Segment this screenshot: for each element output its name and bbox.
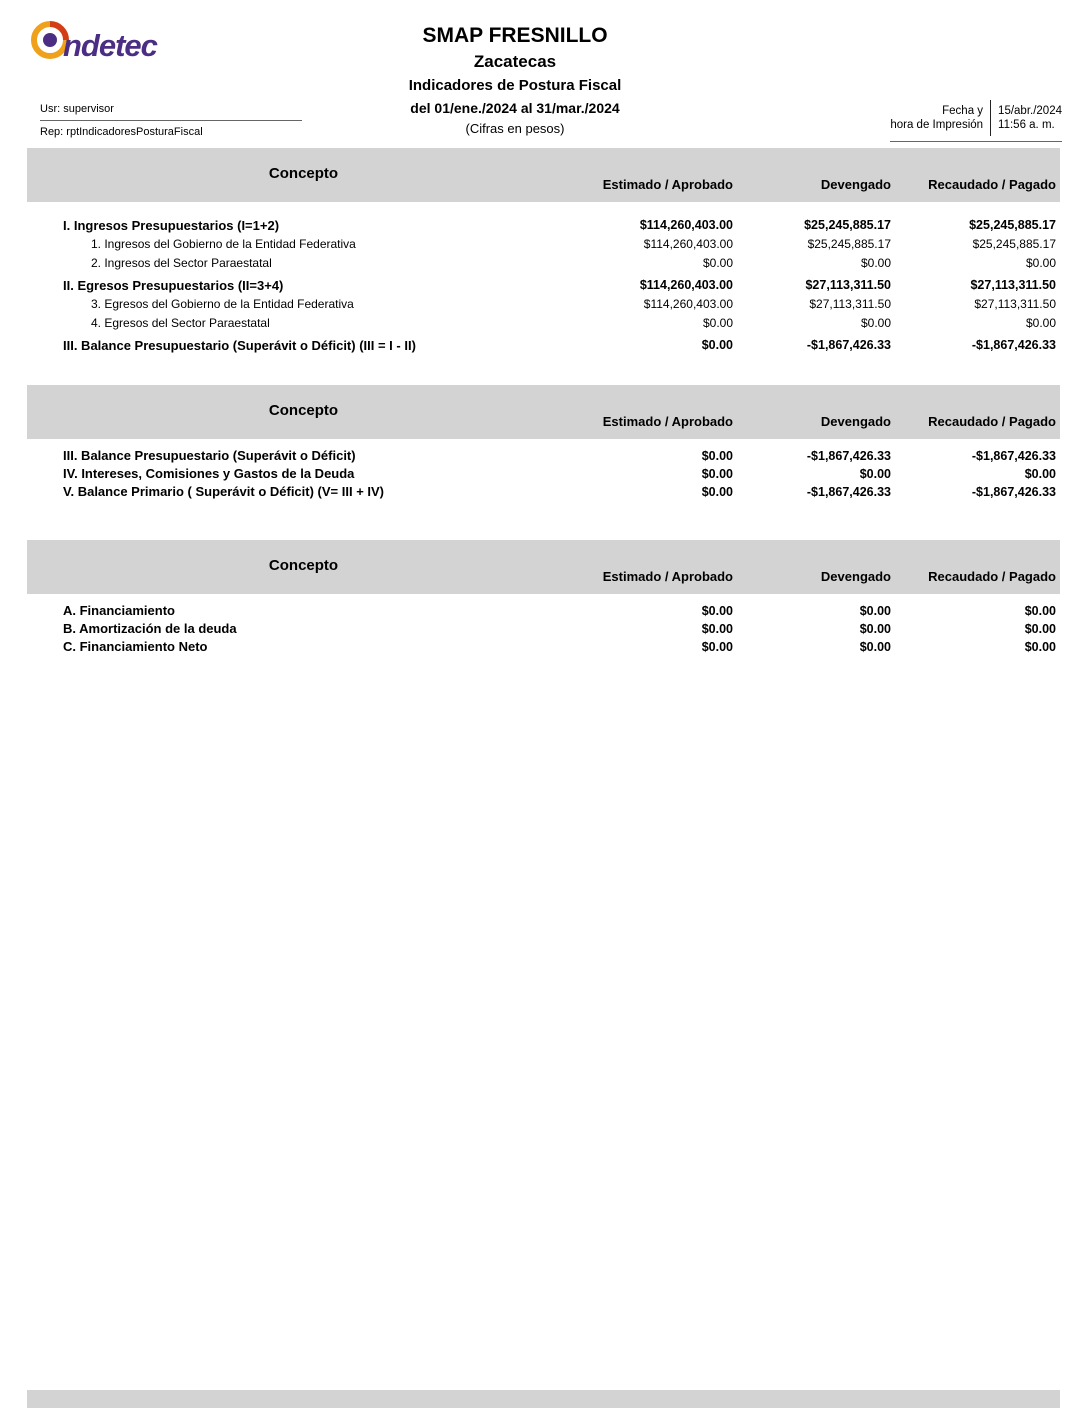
row-recaudado: $0.00	[1024, 604, 1056, 618]
col-estimado: Estimado / Aprobado	[602, 177, 733, 192]
section-balance-primario	[27, 385, 1060, 501]
row-recaudado: $25,245,885.17	[972, 237, 1056, 251]
row-recaudado: -$1,867,426.33	[971, 485, 1056, 499]
user-label: Usr: supervisor	[40, 103, 302, 121]
row-devengado: $0.00	[859, 640, 891, 654]
row-recaudado: $27,113,311.50	[970, 278, 1056, 292]
report-title: Indicadores de Postura Fiscal	[408, 77, 622, 94]
col-concepto: Concepto	[268, 401, 339, 419]
row-estimado: $0.00	[701, 622, 733, 636]
row-label: IV. Intereses, Comisiones y Gastos de la Deuda	[63, 466, 355, 481]
table-row	[27, 336, 1060, 355]
vertical-divider	[990, 100, 991, 136]
page-footer-bar	[27, 1390, 1060, 1408]
row-devengado: -$1,867,426.33	[806, 449, 891, 463]
row-devengado: $0.00	[859, 467, 891, 481]
row-estimado: $114,260,403.00	[643, 237, 733, 251]
row-devengado: $25,245,885.17	[807, 237, 891, 251]
row-devengado: $0.00	[859, 622, 891, 636]
page-subtitle: Zacatecas	[473, 52, 557, 71]
col-devengado: Devengado	[820, 414, 891, 429]
row-label: 4. Egresos del Sector Paraestatal	[91, 316, 270, 330]
col-recaudado: Recaudado / Pagado	[928, 177, 1056, 192]
row-estimado: $0.00	[702, 316, 733, 330]
table-row	[27, 483, 1060, 501]
table-row	[27, 447, 1060, 465]
table-row	[27, 276, 1060, 295]
section-financiamiento	[27, 540, 1060, 656]
row-devengado: -$1,867,426.33	[806, 485, 891, 499]
row-recaudado: -$1,867,426.33	[971, 449, 1056, 463]
print-values	[998, 104, 1062, 132]
row-label: 1. Ingresos del Gobierno de la Entidad Federativa	[91, 237, 356, 251]
units-note: (Cifras en pesos)	[465, 121, 565, 136]
row-estimado: $0.00	[701, 449, 733, 463]
table-row	[27, 295, 1060, 314]
table-row	[27, 620, 1060, 638]
row-devengado: $0.00	[860, 316, 891, 330]
col-recaudado: Recaudado / Pagado	[928, 414, 1056, 429]
row-recaudado: -$1,867,426.33	[971, 338, 1056, 352]
table-header	[27, 385, 1060, 439]
print-label-line1: Fecha y	[942, 105, 984, 117]
row-estimado: $0.00	[701, 604, 733, 618]
row-recaudado: $0.00	[1024, 467, 1056, 481]
row-label: C. Financiamiento Neto	[63, 639, 208, 654]
row-recaudado: $0.00	[1024, 640, 1056, 654]
col-concepto: Concepto	[268, 164, 339, 182]
col-concepto: Concepto	[268, 556, 339, 574]
row-label: A. Financiamiento	[63, 603, 175, 618]
row-estimado: $0.00	[701, 338, 733, 352]
table-header	[27, 540, 1060, 594]
logo-wordmark: ndetec	[63, 28, 157, 63]
col-devengado: Devengado	[820, 569, 891, 584]
table-header	[27, 148, 1060, 202]
row-recaudado: $0.00	[1025, 316, 1056, 330]
row-devengado: -$1,867,426.33	[806, 338, 891, 352]
print-label	[890, 104, 983, 132]
table-row	[27, 602, 1060, 620]
table-row	[27, 465, 1060, 483]
row-recaudado: $27,113,311.50	[974, 297, 1056, 311]
row-estimado: $0.00	[702, 256, 733, 270]
user-info	[40, 103, 302, 138]
table-body	[27, 216, 1060, 355]
col-estimado: Estimado / Aprobado	[602, 414, 733, 429]
row-devengado: $0.00	[859, 604, 891, 618]
table-row	[27, 235, 1060, 254]
col-devengado: Devengado	[820, 177, 891, 192]
print-label-line2: hora de Impresión	[890, 119, 984, 131]
row-label: 3. Egresos del Gobierno de la Entidad Federativa	[91, 297, 354, 311]
row-estimado: $0.00	[701, 640, 733, 654]
table-body	[27, 602, 1060, 656]
report-period: del 01/ene./2024 al 31/mar./2024	[410, 100, 620, 116]
print-date: 15/abr./2024	[998, 105, 1062, 117]
row-devengado: $25,245,885.17	[804, 218, 891, 232]
row-label: B. Amortización de la deuda	[63, 621, 237, 636]
table-body	[27, 447, 1060, 501]
row-label: I. Ingresos Presupuestarios (I=1+2)	[63, 218, 280, 233]
col-recaudado: Recaudado / Pagado	[928, 569, 1056, 584]
row-devengado: $27,113,311.50	[805, 278, 891, 292]
table-row	[27, 314, 1060, 333]
row-devengado: $27,113,311.50	[809, 297, 891, 311]
row-recaudado: $0.00	[1024, 622, 1056, 636]
report-id-label: Rep: rptIndicadoresPosturaFiscal	[40, 126, 203, 138]
row-label: III. Balance Presupuestario (Superávit o Déficit)	[63, 448, 356, 463]
print-info	[890, 100, 1062, 142]
row-estimado: $0.00	[701, 485, 733, 499]
row-estimado: $0.00	[701, 467, 733, 481]
row-estimado: $114,260,403.00	[639, 218, 733, 232]
row-label: V. Balance Primario ( Superávit o Déficit) (V= III + IV)	[63, 484, 385, 499]
row-estimado: $114,260,403.00	[639, 278, 733, 292]
row-label: II. Egresos Presupuestarios (II=3+4)	[63, 278, 284, 293]
row-estimado: $114,260,403.00	[643, 297, 733, 311]
section-presupuesto	[27, 148, 1060, 355]
row-label: 2. Ingresos del Sector Paraestatal	[91, 256, 272, 270]
row-label: III. Balance Presupuestario (Superávit o Déficit) (III = I - II)	[63, 338, 416, 353]
table-row	[27, 254, 1060, 273]
table-row	[27, 638, 1060, 656]
row-recaudado: $25,245,885.17	[969, 218, 1056, 232]
row-devengado: $0.00	[860, 256, 891, 270]
col-estimado: Estimado / Aprobado	[602, 569, 733, 584]
page-title: SMAP FRESNILLO	[422, 24, 608, 47]
row-recaudado: $0.00	[1025, 256, 1056, 270]
table-row	[27, 216, 1060, 235]
print-time: 11:56 a. m.	[998, 119, 1055, 131]
